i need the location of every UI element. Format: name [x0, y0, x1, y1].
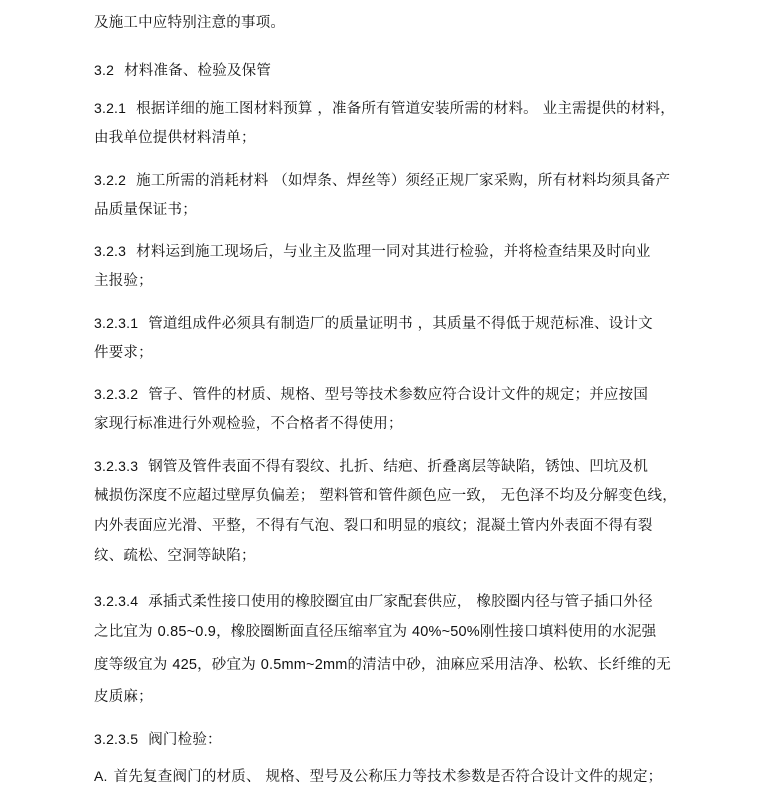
section-number: 3.2.1: [94, 100, 127, 116]
section-number: 3.2.3.4: [94, 593, 139, 609]
text-line: 件要求；: [94, 345, 153, 361]
section-number: 3.2.3.2: [94, 386, 139, 402]
text-line: 材料运到施工现场后，与业主及监理一同对其进行检验，并将检查结果及时向业: [136, 244, 651, 260]
paragraph-3-2-3-3: [94, 456, 648, 477]
text-line: 内外表面应光滑、平整，不得有气泡、裂口和明显的痕纹；混凝土管内外表面不得有裂: [94, 518, 653, 534]
section-number: 3.2.2: [94, 172, 127, 188]
text-line: 之比宜为 0.85~0.9，橡胶圈断面直径压缩率宜为 40%~50%刚性接口填料使用的水泥强: [94, 624, 657, 640]
text-line: 首先复查阀门的材质、 规格、型号及公称压力等技术参数是否符合设计文件的规定；: [113, 769, 663, 785]
paragraph-3-2-3-5: [94, 729, 222, 750]
paragraph-3-2-2: [94, 170, 670, 191]
section-number: 3.2.3.1: [94, 315, 139, 331]
section-heading-3-2: [94, 60, 271, 81]
list-marker: A.: [94, 768, 108, 784]
text-line: 根据详细的施工图材料预算 ，准备所有管道安装所需的材料。 业主需提供的材料，: [136, 101, 675, 117]
text-line: 械损伤深度不应超过壁厚负偏差； 塑料管和管件颜色应一致， 无色泽不均及分解变色线，: [94, 488, 677, 504]
section-number: 3.2.3: [94, 243, 127, 259]
paragraph-3-2-1: [94, 98, 675, 119]
paragraph-3-2-3-4: [94, 591, 653, 612]
text-line: 承插式柔性接口使用的橡胶圈宜由厂家配套供应， 橡胶圈内径与管子插口外径: [148, 594, 653, 610]
text-line: 施工所需的消耗材料 （如焊条、焊丝等）须经正规厂家采购，所有材料均须具备产: [136, 173, 671, 189]
text-line: 钢管及管件表面不得有裂纹、扎折、结疤、折叠离层等缺陷，锈蚀、凹坑及机: [148, 459, 649, 475]
list-item-a: [94, 766, 662, 787]
section-title: 材料准备、检验及保管: [124, 63, 272, 79]
paragraph-3-2-3: [94, 241, 651, 262]
section-number: 3.2.3.5: [94, 731, 139, 747]
paragraph-3-2-3-1: [94, 313, 653, 334]
text-line: 管道组成件必须具有制造厂的质量证明书 ，其质量不得低于规范标准、设计文: [148, 316, 653, 332]
text-line: 由我单位提供材料清单；: [94, 130, 256, 146]
text-line: 品质量保证书；: [94, 202, 197, 218]
text-line: 阀门检验：: [148, 732, 222, 748]
text-line: 纹、疏松、空洞等缺陷；: [94, 548, 256, 564]
text-line: 家现行标准进行外观检验，不合格者不得使用；: [94, 416, 403, 432]
text-line: 主报验；: [94, 273, 153, 289]
text-line: 管子、管件的材质、规格、型号等技术参数应符合设计文件的规定；并应按国: [148, 387, 649, 403]
text-line: 皮质麻；: [94, 689, 153, 705]
section-number: 3.2.3.3: [94, 458, 139, 474]
text-line: 度等级宜为 425，砂宜为 0.5mm~2mm的清洁中砂，油麻应采用洁净、松软、长纤维的无: [94, 657, 671, 673]
section-number: 3.2: [94, 62, 115, 78]
paragraph-3-2-3-2: [94, 384, 648, 405]
text-line: 及施工中应特别注意的事项。: [94, 15, 286, 31]
